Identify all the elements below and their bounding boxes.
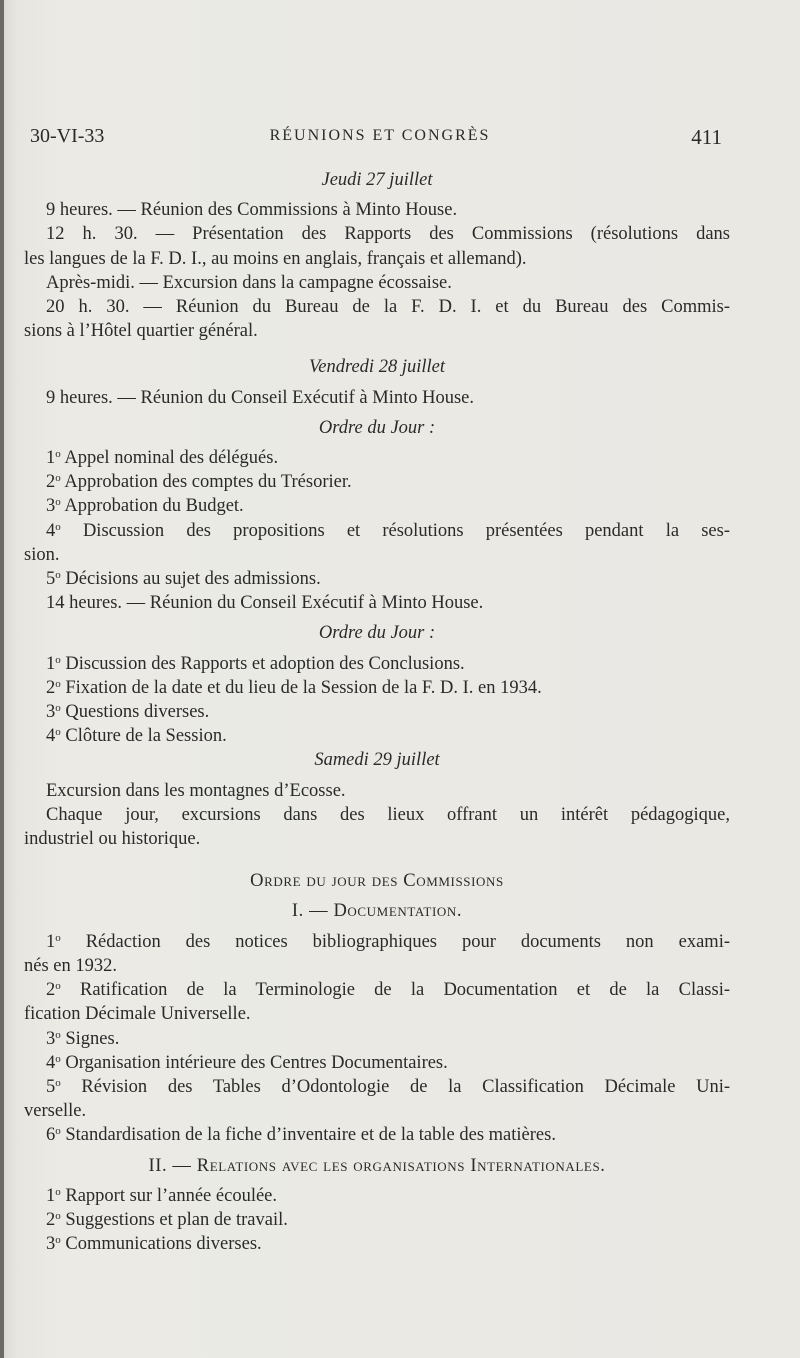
thursday-line-1: 9 heures. — Réunion des Commissions à Minto House. — [46, 200, 458, 221]
subsection-title-relations: II. — Relations avec les organisations Internationales. — [148, 1155, 606, 1176]
commission-item: 2$^o$ Suggestions et plan de travail. — [46, 1209, 288, 1230]
thursday-line-2a: 12 h. 30. — Présentation des Rapports des Commissions (résolutions dans — [46, 224, 730, 245]
page-number: 411 — [691, 125, 722, 149]
agenda-list-1 — [24, 446, 730, 591]
documentation-list — [24, 930, 730, 1148]
agenda-item: 2$^o$ Fixation de la date et du lieu de la Session de la F. D. I. en 1934. — [46, 677, 542, 698]
agenda-item: 4$^o$ Clôture de la Session. — [46, 726, 227, 747]
thursday-line-2b: les langues de la F. D. I., au moins en anglais, français et allemand). — [24, 248, 527, 269]
header-title: RÉUNIONS ET CONGRÈS — [269, 127, 491, 144]
commission-item: 3$^o$ Communications diverses. — [46, 1234, 262, 1255]
agenda-item-continuation: sion. — [24, 544, 60, 565]
agenda-item: 4$^o$ Discussion des propositions et résolutions présentées pendant la ses- — [46, 520, 731, 541]
friday-afternoon: 14 heures. — Réunion du Conseil Exécutif à Minto House. — [46, 593, 484, 614]
saturday-line-2b: industriel ou historique. — [24, 829, 201, 850]
agenda-title-1: Ordre du Jour : — [318, 417, 436, 438]
saturday-line-2a: Chaque jour, excursions dans des lieux offrant un intérêt pédagogique, — [46, 804, 730, 825]
agenda-item: 1$^o$ Appel nominal des délégués. — [46, 448, 279, 469]
day-title-thursday: Jeudi 27 juillet — [321, 170, 433, 190]
thursday-line-4b: sions à l’Hôtel quartier général. — [24, 321, 258, 342]
running-header — [30, 125, 730, 153]
commission-item: 3$^o$ Signes. — [46, 1028, 120, 1049]
header-date: 30-VI-33 — [30, 125, 105, 147]
commission-item-continuation: fication Décimale Universelle. — [24, 1004, 251, 1025]
commission-item: 1$^o$ Rapport sur l’année écoulée. — [46, 1185, 278, 1206]
agenda-list-2 — [24, 652, 730, 749]
friday-morning: 9 heures. — Réunion du Conseil Exécutif à Minto House. — [46, 387, 475, 408]
section-title-commissions: Ordre du jour des Commissions — [250, 871, 504, 892]
relations-list — [24, 1184, 730, 1257]
agenda-item: 3$^o$ Questions diverses. — [46, 702, 210, 723]
day-title-friday: Vendredi 28 juillet — [309, 357, 445, 378]
thursday-line-3: Après-midi. — Excursion dans la campagne écossaise. — [46, 272, 452, 293]
saturday-line-1: Excursion dans les montagnes d’Ecosse. — [46, 780, 346, 801]
day-title-saturday: Samedi 29 juillet — [314, 750, 440, 771]
commission-item: 6$^o$ Standardisation de la fiche d’inventaire et de la table des matières. — [46, 1125, 556, 1146]
page-spine-edge — [0, 0, 4, 1358]
commission-item: 4$^o$ Organisation intérieure des Centres Documentaires. — [46, 1052, 448, 1073]
agenda-item: 1$^o$ Discussion des Rapports et adoption des Conclusions. — [46, 653, 465, 674]
commission-item: 1$^o$ Rédaction des notices bibliographiques pour documents non exami- — [46, 931, 730, 952]
thursday-line-4a: 20 h. 30. — Réunion du Bureau de la F. D. I. et du Bureau des Commis- — [46, 297, 730, 318]
agenda-title-2: Ordre du Jour : — [318, 623, 436, 644]
commission-item: 5$^o$ Révision des Tables d’Odontologie de la Classification Décimale Uni- — [46, 1076, 730, 1097]
agenda-item: 3$^o$ Approbation du Budget. — [46, 496, 244, 517]
subsection-title-documentation: I. — Documentation. — [291, 901, 463, 922]
commission-item: 2$^o$ Ratification de la Terminologie de la Documentation et de la Classi- — [46, 980, 731, 1001]
agenda-item: 5$^o$ Décisions au sujet des admissions. — [46, 569, 321, 590]
agenda-item: 2$^o$ Approbation des comptes du Trésorier. — [46, 472, 352, 493]
commission-item-continuation: verselle. — [24, 1101, 87, 1122]
page-content — [24, 168, 730, 1256]
commission-item-continuation: nés en 1932. — [24, 955, 117, 976]
